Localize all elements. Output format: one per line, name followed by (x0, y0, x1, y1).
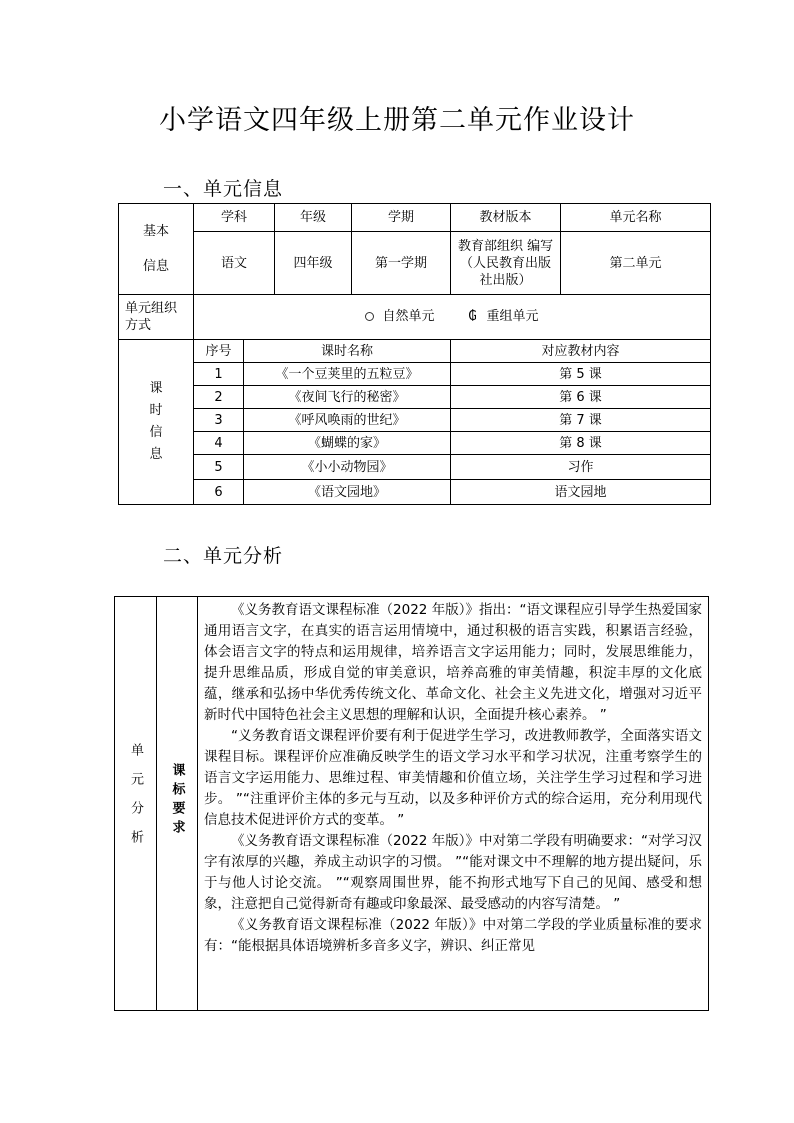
lesson-info-char-4: 息 (149, 447, 163, 462)
lesson-content: 习作 (451, 455, 711, 480)
option-natural-label: 自然单元 (382, 309, 435, 324)
analysis-paragraph-2: “义务教育语文课程评价要有利于促进学生学习，改进教师教学，全面落实语文课程目标。课程评价应准确反映学生的语文学习水平和学习状况，注重考察学生的语言文字运用能力、思维过程、审美情趣和价值立场，关注学生学习过程和学习进步。 ”“注重评价主体的多元与互动，以及多种评价方式的综合运用，充分利用现代信息技术促进评价方式的变革。 ” (204, 728, 702, 828)
unit-analysis-table (114, 596, 709, 1011)
lesson-no: 2 (194, 386, 244, 409)
lesson-info-char-2: 时 (149, 403, 163, 418)
header-textbook-version: 教材版本 (451, 204, 561, 232)
unit-organization-options (194, 295, 711, 340)
curriculum-requirements-label-text: 课标要求 (169, 763, 185, 839)
lesson-no: 6 (194, 480, 244, 505)
option-regroup-label: 重组单元 (486, 309, 539, 324)
lesson-content: 语文园地 (451, 480, 711, 505)
lesson-name: 《一个豆荚里的五粒豆》 (244, 363, 451, 386)
lesson-no: 3 (194, 409, 244, 432)
header-semester: 学期 (352, 204, 451, 232)
basic-info-label-line1: 基本 (142, 224, 169, 239)
analysis-paragraph-4: 《义务教育语文课程标准（2022 年版）》中对第二学段的学业质量标准的要求有：“能根据具体语境辨析多音多义字，辨识、纠正常见 (204, 917, 702, 954)
lesson-header-content: 对应教材内容 (451, 340, 711, 363)
section-heading-unit-analysis: 二、单元分析 (163, 545, 284, 567)
value-textbook-version: 教育部组织 编写（人民教育出版社出版） (451, 232, 561, 295)
value-subject: 语文 (194, 232, 275, 295)
option-regroup-unit[interactable] (467, 308, 539, 325)
analysis-paragraph-1: 《义务教育语文课程标准（2022 年版）》指出：“语文课程应引导学生热爱国家通用语言文字，在真实的语言运用情境中，通过积极的语言实践，积累语言经验，体会语言文字的特点和运用规律，培养语言文字运用能力；同时，发展思维能力，提升思维品质，形成自觉的审美意识，培养高雅的审美情趣，积淀丰厚的文化底蕴，继承和弘扬中华优秀传统文化、革命文化、社会主义先进文化，增强对习近平新时代中国特色社会主义思想的理解和认识，全面提升核心素养。 ” (204, 602, 702, 723)
value-grade: 四年级 (275, 232, 352, 295)
lesson-content: 第 6 课 (451, 386, 711, 409)
lesson-no: 1 (194, 363, 244, 386)
lesson-header-no: 序号 (194, 340, 244, 363)
lesson-no: 4 (194, 432, 244, 455)
lesson-no: 5 (194, 455, 244, 480)
option-natural-unit[interactable] (365, 308, 434, 325)
radio-circle-icon (365, 312, 374, 321)
lesson-info-label (119, 340, 194, 505)
unit-analysis-label-text: 单元分析 (128, 743, 143, 859)
unit-info-table (118, 203, 711, 505)
document-title: 小学语文四年级上册第二单元作业设计 (159, 105, 635, 136)
check-mark-icon: ₲ (468, 309, 477, 324)
analysis-content (198, 597, 708, 1010)
lesson-header-name: 课时名称 (244, 340, 451, 363)
table-row (119, 480, 711, 505)
lesson-content: 第 7 课 (451, 409, 711, 432)
table-row (119, 409, 711, 432)
lesson-content: 第 5 课 (451, 363, 711, 386)
header-subject: 学科 (194, 204, 275, 232)
basic-info-label (119, 204, 194, 295)
value-unit-name: 第二单元 (561, 232, 711, 295)
header-unit-name: 单元名称 (561, 204, 711, 232)
unit-analysis-label (115, 597, 157, 1011)
table-row (119, 386, 711, 409)
basic-info-label-line2: 信息 (142, 259, 169, 274)
lesson-info-char-1: 课 (149, 381, 163, 396)
section-heading-unit-info: 一、单元信息 (163, 178, 284, 200)
value-semester: 第一学期 (352, 232, 451, 295)
lesson-name: 《呼风唤雨的世纪》 (244, 409, 451, 432)
analysis-paragraph-3: 《义务教育语文课程标准（2022 年版）》中对第二学段有明确要求：“对学习汉字有浓厚的兴趣，养成主动识字的习惯。 ”“能对课文中不理解的地方提出疑问，乐于与他人讨论交流。 ”“观察周围世界，能不拘形式地写下自己的见闻、感受和想象，注意把自己觉得新奇有趣或印象最深、最受感动的内容写清楚。 ” (204, 833, 702, 912)
lesson-name: 《小小动物园》 (244, 455, 451, 480)
table-row (119, 455, 711, 480)
header-grade: 年级 (275, 204, 352, 232)
unit-organization-label: 单元组织方式 (119, 295, 194, 340)
table-row (119, 432, 711, 455)
lesson-name: 《语文园地》 (244, 480, 451, 505)
curriculum-requirements-label (157, 597, 198, 1011)
lesson-info-char-3: 信 (149, 425, 163, 440)
lesson-content: 第 8 课 (451, 432, 711, 455)
lesson-name: 《夜间飞行的秘密》 (244, 386, 451, 409)
table-row (119, 363, 711, 386)
lesson-name: 《蝴蝶的家》 (244, 432, 451, 455)
analysis-content-cell (198, 597, 709, 1011)
